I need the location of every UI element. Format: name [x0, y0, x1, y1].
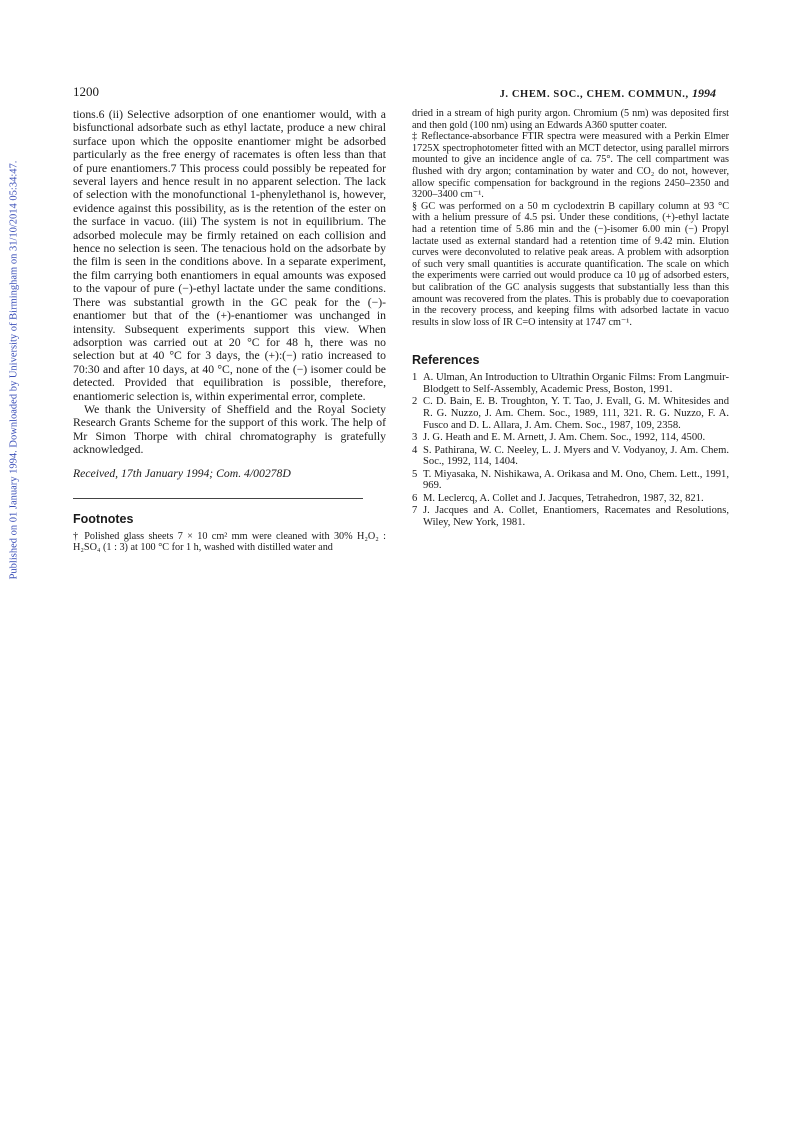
reference-item: 6 M. Leclercq, A. Collet and J. Jacques, Tetrahedron, 1987, 32, 821. — [412, 492, 704, 504]
download-watermark — [0, 0, 28, 1128]
references-heading: References — [412, 353, 480, 368]
reference-item: 3 J. G. Heath and E. M. Arnett, J. Am. Chem. Soc., 1992, 114, 4500. — [412, 432, 706, 444]
footnote-dagger: † Polished glass sheets 7 × 10 cm² mm were cleaned with 30% H₂O₂ : H₂SO₄ (1 : 3) at 100 °C for 1 h, washed with distilled water and — [73, 530, 386, 554]
journal-year: 1994 — [692, 86, 716, 100]
reference-list — [412, 372, 729, 528]
reference-text: C. D. Bain, E. B. Troughton, Y. T. Tao, J. Evall, G. M. Whitesides and R. G. Nuzzo, J. Am. Chem. Soc., 1989, 111, 321. R. G. Nuzzo, F. A. Fusco and D. L. Allara, J. Am. Chem. Soc., 1987, 109, 2358. — [423, 396, 729, 431]
reference-text: A. Ulman, An Introduction to Ultrathin Organic Films: From Langmuir-Blodgett to Self-Assembly, Academic Press, Boston, 1991. — [423, 372, 729, 396]
reference-item: 4 S. Pathirana, W. C. Neeley, L. J. Myers and V. Vodyanoy, J. Am. Chem. Soc., 1992, 114, 1404. — [412, 444, 729, 468]
footnote-double-dagger: ‡ Reflectance-absorbance FTIR spectra were measured with a Perkin Elmer 1725X spectrophotometer fitted with an MCT detector, using parallel mirrors mounted to give an incidence angle of ca. 75°. The cell compartment was flushed with dry argon; contamination by water and CO₂ do not, however, allow specific compensation for background in the regions 2450–2350 and 3200–3400 cm⁻¹. — [412, 131, 729, 201]
reference-text: J. Jacques and A. Collet, Enantiomers, Racemates and Resolutions, Wiley, New York, 1981. — [423, 505, 729, 528]
reference-text: J. G. Heath and E. M. Arnett, J. Am. Chem. Soc., 1992, 114, 4500. — [423, 432, 706, 444]
left-column — [73, 108, 386, 554]
running-header — [500, 86, 716, 101]
footnotes-heading: Footnotes — [73, 511, 134, 526]
reference-text: T. Miyasaka, N. Nishikawa, A. Orikasa and M. Ono, Chem. Lett., 1991, 969. — [423, 468, 729, 492]
received-line: Received, 17th January 1994; Com. 4/00278D — [73, 466, 291, 480]
right-column — [412, 108, 729, 529]
body-paragraph-1: tions.6 (ii) Selective adsorption of one enantiomer would, with a bisfunctional adsorbate such as ethyl lactate, produce a new chiral surface upon which the opposite enantiomer might be adsorbed particularly as the free energy of racemates is often less than that of pure enantiomers.7 This process could possibly be repeated for several layers and hence result in no apparent selection. The lack of selection with the monofunctional 1-phenylethanol is, however, evidence against this possibility, as is the retention of the ester on the surface in vacuo. (iii) The system is not in equilibrium. The adsorbed molecule may be firmly retained on each collision and hence no selection is seen. The tenacious hold on the adsorbate by the film is seen in the conditions above. In a separate experiment, the film carrying both enantiomers in equal amounts was exposed to the vapour of pure (−)-ethyl lactate under the same conditions. There was substantial growth in the GC peak for the (−)-enantiomer but that of the (+)-enantiomer was unchanged in intensity. Subsequent experiments support this view. When adsorption was carried out at 20 °C for 48 h, there was no selection but at 40 °C for 3 days, the (+):(−) ratio increased to 70:30 and after 10 days, at 40 °C, none of the (−) isomer could be detected. Provided that equilibration is possible, therefore, enantiomeric selection is, within experimental error, complete. — [73, 108, 386, 403]
download-watermark-text: Published on 01 January 1994. Downloaded by University of Birmingham on 31/10/2014 05:34:47. — [8, 160, 20, 580]
page-number: 1200 — [73, 84, 99, 99]
reference-item: 1 A. Ulman, An Introduction to Ultrathin Organic Films: From Langmuir-Blodgett to Self-Assembly, Academic Press, Boston, 1991. — [412, 372, 729, 396]
section-divider — [73, 498, 363, 499]
footnote-dagger-continued: dried in a stream of high purity argon. Chromium (5 nm) was deposited first and then gold (100 nm) using an Edwards A360 sputter coater. — [412, 108, 729, 131]
reference-item: 5 T. Miyasaka, N. Nishikawa, A. Orikasa and M. Ono, Chem. Lett., 1991, 969. — [412, 468, 729, 492]
reference-item: 7 J. Jacques and A. Collet, Enantiomers, Racemates and Resolutions, Wiley, New York, 1981. — [412, 505, 729, 528]
journal-name: J. CHEM. SOC., CHEM. COMMUN., — [499, 89, 689, 100]
acknowledgement-paragraph: We thank the University of Sheffield and the Royal Society Research Grants Scheme for the support of this work. The help of Mr Simon Thorpe with chiral chromatography is gratefully acknowledged. — [73, 402, 386, 457]
reference-item: 2 C. D. Bain, E. B. Troughton, Y. T. Tao, J. Evall, G. M. Whitesides and R. G. Nuzzo, J. Am. Chem. Soc., 1989, 111, 321. R. G. Nuzzo, F. A. Fusco and D. L. Allara, J. Am. Chem. Soc., 1987, 109, 2358. — [412, 396, 729, 431]
reference-text: M. Leclercq, A. Collet and J. Jacques, Tetrahedron, 1987, 32, 821. — [423, 492, 704, 504]
reference-text: S. Pathirana, W. C. Neeley, L. J. Myers and V. Vodyanoy, J. Am. Chem. Soc., 1992, 114, 1404. — [423, 444, 729, 468]
footnote-section: § GC was performed on a 50 m cyclodextrin B capillary column at 93 °C with a helium pressure of 4.5 psi. Under these conditions, (+)-ethyl lactate had a retention time of 5.86 min and the (−)-isomer 6.00 min (−) Propyl lactate used as external standard had a retention time of 9.42 min. Elution curves were deconvoluted to relative peak areas. A problem with adsorption of such very small quantities is accurate quantification. The scale on which the experiments were carried out would produce ca 10 μg of adsorbed esters, but calibration of the GC analysis suggests that substantially less than this amount was recovered from the plates. This is probably due to coevaporation in the recovery process, and keeping films with adsorbed lactate in vacuo results in slow loss of IR C=O intensity at 1747 cm⁻¹. — [412, 200, 729, 328]
